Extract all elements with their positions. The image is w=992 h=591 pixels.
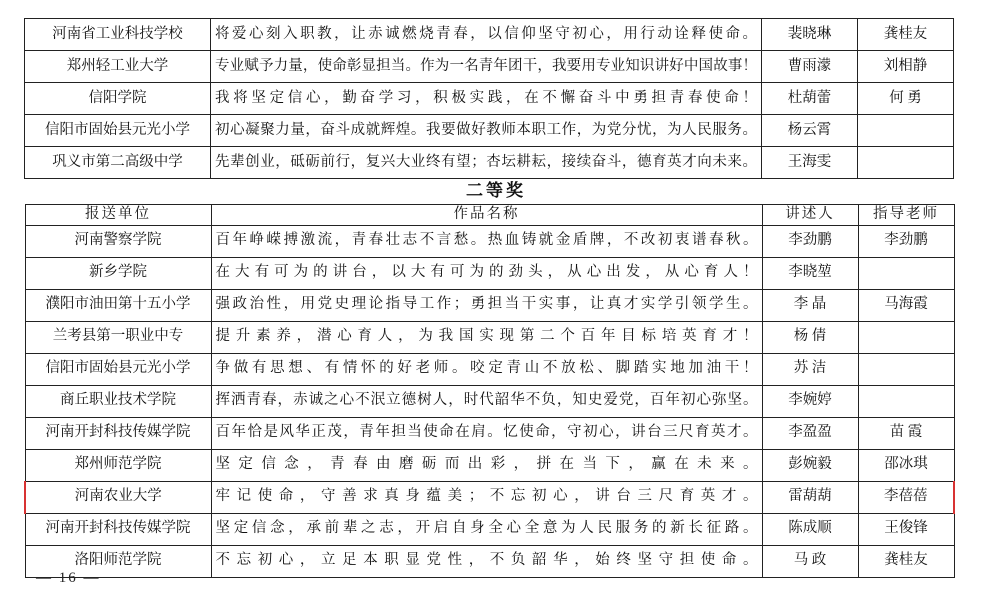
cell-title: 百年恰是风华正茂，青年担当使命在肩。忆使命，守初心，讲台三尺育英才。 <box>211 417 762 449</box>
cell-speaker: 曹雨濛 <box>762 51 858 83</box>
cell-teacher: 马海霞 <box>858 289 954 321</box>
cell-unit: 新乡学院 <box>25 257 211 289</box>
cell-speaker: 王海雯 <box>762 147 858 179</box>
cell-speaker: 李盈盈 <box>762 417 858 449</box>
table-row <box>25 83 954 115</box>
cell-title: 百年峥嵘搏激流，青春壮志不言愁。热血铸就金盾牌，不改初衷谱春秋。 <box>211 225 762 257</box>
cell-unit: 河南警察学院 <box>25 225 211 257</box>
cell-title: 不忘初心，立足本职显党性，不负韶华，始终坚守担使命。 <box>211 545 762 577</box>
cell-unit: 河南开封科技传媒学院 <box>25 417 211 449</box>
cell-title: 坚定信念，青春由磨砺而出彩，拼在当下，赢在未来。 <box>211 449 762 481</box>
cell-teacher <box>858 147 954 179</box>
cell-unit: 河南农业大学 <box>25 481 211 513</box>
cell-speaker: 苏 洁 <box>762 353 858 385</box>
cell-title: 争做有思想、有情怀的好老师。咬定青山不放松、脚踏实地加油干！ <box>211 353 762 385</box>
cell-speaker: 雷葫葫 <box>762 481 858 513</box>
top-award-table-body <box>25 19 954 179</box>
cell-teacher: 李蓓蓓 <box>858 481 954 513</box>
table-row <box>25 147 954 179</box>
column-header-speaker: 讲述人 <box>762 205 858 226</box>
table-row <box>25 481 954 513</box>
cell-speaker: 杨云霄 <box>762 115 858 147</box>
cell-teacher: 王俊锋 <box>858 513 954 545</box>
page-number: — 16 — <box>36 570 101 586</box>
cell-speaker: 李 晶 <box>762 289 858 321</box>
cell-unit: 商丘职业技术学院 <box>25 385 211 417</box>
cell-unit: 郑州轻工业大学 <box>25 51 211 83</box>
cell-speaker: 裴晓琳 <box>762 19 858 51</box>
cell-title: 在大有可为的讲台，以大有可为的劲头，从心出发，从心育人！ <box>211 257 762 289</box>
cell-title: 将爱心刻入职教，让赤诚燃烧青春，以信仰坚守初心，用行动诠释使命。 <box>211 19 762 51</box>
table-row <box>25 513 954 545</box>
table-row <box>25 321 954 353</box>
column-header-title: 作品名称 <box>211 205 762 226</box>
table-row <box>25 115 954 147</box>
cell-teacher <box>858 385 954 417</box>
cell-teacher: 刘相静 <box>858 51 954 83</box>
table-row <box>25 257 954 289</box>
table-row <box>25 385 954 417</box>
cell-teacher: 龚桂友 <box>858 19 954 51</box>
column-header-teacher: 指导老师 <box>858 205 954 226</box>
cell-teacher: 邵冰琪 <box>858 449 954 481</box>
cell-unit: 濮阳市油田第十五小学 <box>25 289 211 321</box>
second-award-table-container <box>24 204 955 578</box>
table-row <box>25 289 954 321</box>
cell-unit: 郑州师范学院 <box>25 449 211 481</box>
cell-unit: 兰考县第一职业中专 <box>25 321 211 353</box>
table-row <box>25 545 954 577</box>
cell-teacher <box>858 257 954 289</box>
cell-teacher <box>858 321 954 353</box>
cell-speaker: 李劲鹏 <box>762 225 858 257</box>
cell-unit: 洛阳师范学院 <box>25 545 211 577</box>
table-row <box>25 19 954 51</box>
cell-speaker: 杨 倩 <box>762 321 858 353</box>
cell-teacher: 苗 霞 <box>858 417 954 449</box>
cell-speaker: 陈成顺 <box>762 513 858 545</box>
cell-unit: 河南省工业科技学校 <box>25 19 211 51</box>
cell-speaker: 李晓堃 <box>762 257 858 289</box>
cell-title: 强政治性，用党史理论指导工作；勇担当干实事，让真才实学引领学生。 <box>211 289 762 321</box>
cell-unit: 巩义市第二高级中学 <box>25 147 211 179</box>
cell-title: 挥洒青春，赤诚之心不泯立德树人，时代韶华不负，知史爱党，百年初心弥坚。 <box>211 385 762 417</box>
cell-unit: 河南开封科技传媒学院 <box>25 513 211 545</box>
cell-unit: 信阳市固始县元光小学 <box>25 115 211 147</box>
cell-speaker: 彭婉毅 <box>762 449 858 481</box>
cell-speaker: 李婉婷 <box>762 385 858 417</box>
cell-teacher: 何 勇 <box>858 83 954 115</box>
table-row <box>25 51 954 83</box>
cell-title: 专业赋予力量，使命彰显担当。作为一名青年团干，我要用专业知识讲好中国故事！ <box>211 51 762 83</box>
cell-title: 提升素养，潜心育人，为我国实现第二个百年目标培英育才！ <box>211 321 762 353</box>
cell-speaker: 杜葫蕾 <box>762 83 858 115</box>
cell-title: 坚定信念，承前辈之志，开启自身全心全意为人民服务的新长征路。 <box>211 513 762 545</box>
cell-unit: 信阳学院 <box>25 83 211 115</box>
column-header-unit: 报送单位 <box>25 205 211 226</box>
cell-teacher: 李劲鹏 <box>858 225 954 257</box>
cell-title: 先辈创业，砥砺前行，复兴大业终有望；杏坛耕耘，接续奋斗，德育英才向未来。 <box>211 147 762 179</box>
cell-teacher <box>858 353 954 385</box>
table-row <box>25 353 954 385</box>
cell-unit: 信阳市固始县元光小学 <box>25 353 211 385</box>
second-award-table-body <box>25 225 954 577</box>
award-level-heading: 二等奖 <box>466 181 526 200</box>
cell-teacher: 龚桂友 <box>858 545 954 577</box>
table-row <box>25 225 954 257</box>
table-row <box>25 449 954 481</box>
cell-teacher <box>858 115 954 147</box>
cell-title: 我将坚定信心，勤奋学习，积极实践，在不懈奋斗中勇担青春使命！ <box>211 83 762 115</box>
second-award-table <box>24 204 955 578</box>
table-row <box>25 417 954 449</box>
second-award-table-header <box>25 205 954 226</box>
cell-title: 牢记使命，守善求真身蕴美；不忘初心，讲台三尺育英才。 <box>211 481 762 513</box>
cell-title: 初心凝聚力量，奋斗成就辉煌。我要做好教师本职工作，为党分忧，为人民服务。 <box>211 115 762 147</box>
top-award-table <box>24 18 954 179</box>
cell-speaker: 马 政 <box>762 545 858 577</box>
top-award-table-container <box>24 18 954 179</box>
